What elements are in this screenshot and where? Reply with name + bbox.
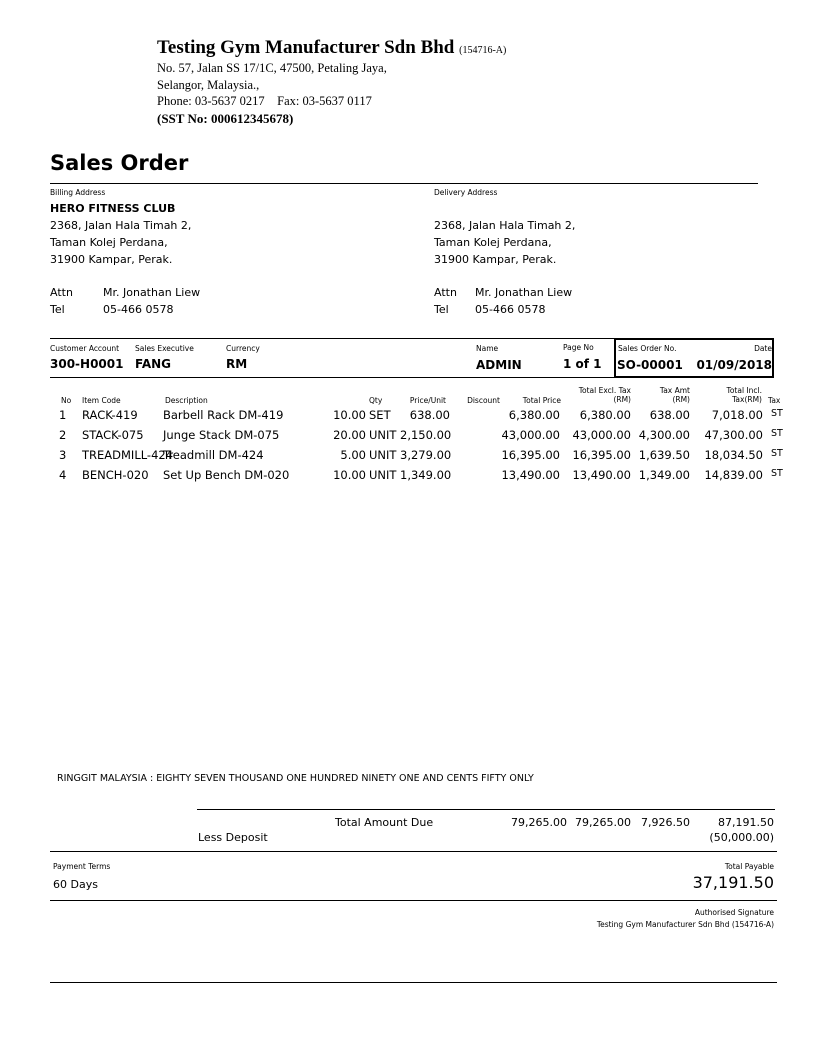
row-price-unit: 638.00 [409,408,450,422]
total-payable-label: Total Payable [724,862,774,871]
row-description: Set Up Bench DM-020 [163,468,290,482]
delivery-line2: Taman Kolej Perdana, [434,236,552,249]
col-incl-tax-header: Total Incl. [726,386,762,395]
currency-label: Currency [226,344,260,353]
row-description: Barbell Rack DM-419 [163,408,284,422]
page-label: Page No [563,343,594,352]
row-item-code: STACK-075 [82,428,144,442]
billing-attn-label: Attn [50,286,73,299]
row-no: 3 [59,448,67,462]
col-total-price-header: Total Price [522,396,561,405]
payment-terms-label: Payment Terms [53,862,111,871]
col-item-code-header: Item Code [82,396,121,405]
row-total-incl-tax: 14,839.00 [704,468,763,482]
less-deposit-label: Less Deposit [198,831,268,844]
company-reg-no: (154716-A) [459,45,507,56]
fax-label: Fax: [277,94,300,108]
phone-value: 03-5637 0217 [194,94,265,108]
less-deposit-value: (50,000.00) [709,831,774,844]
billing-line2: Taman Kolej Perdana, [50,236,168,249]
col-excl-tax-header: Total Excl. Tax [578,386,631,395]
col-no-header: No [61,396,72,405]
col-excl-tax-unit: (RM) [613,395,631,404]
row-no: 4 [59,468,67,482]
row-item-code: TREADMILL-424 [82,448,174,462]
row-total-incl-tax: 7,018.00 [711,408,763,422]
col-incl-tax-unit: Tax(RM) [732,395,762,404]
info-top-rule [50,338,615,339]
row-price-unit: 3,279.00 [400,448,452,462]
phone-label: Phone: [157,94,192,108]
totals-bottom-rule [50,851,777,852]
amount-in-words: RINGGIT MALAYSIA : EIGHTY SEVEN THOUSAND ONE HUNDRED NINETY ONE AND CENTS FIFTY ONLY [57,773,534,784]
delivery-line3: 31900 Kampar, Perak. [434,253,557,266]
total-amount-due-label: Total Amount Due [335,816,434,829]
payment-bottom-rule [50,900,777,901]
row-tax-amt: 4,300.00 [638,428,690,442]
row-price-unit: 1,349.00 [400,468,452,482]
billing-tel: 05-466 0578 [103,303,174,316]
delivery-address-label: Delivery Address [434,188,498,197]
order-no: SO-00001 [617,358,683,372]
col-tax-amt-header: Tax Amt [659,386,690,395]
order-no-label: Sales Order No. [618,344,677,353]
total-payable-value: 37,191.50 [692,873,774,892]
row-qty: 20.00 [333,428,366,442]
row-item-code: RACK-419 [82,408,138,422]
delivery-line1: 2368, Jalan Hala Timah 2, [434,219,576,232]
row-qty: 10.00 [333,468,366,482]
row-tax-code: ST [771,408,783,419]
col-tax-amt-unit: (RM) [672,395,690,404]
col-tax-header: Tax [768,396,781,405]
total-price-sum: 79,265.00 [511,816,567,829]
row-total-incl-tax: 47,300.00 [704,428,763,442]
row-description: Junge Stack DM-075 [163,428,280,442]
customer-account-label: Customer Account [50,344,120,353]
col-qty-header: Qty [369,396,383,405]
total-tax-sum: 7,926.50 [641,816,690,829]
company-name-text: Testing Gym Manufacturer Sdn Bhd [157,37,455,58]
row-no: 1 [59,408,67,422]
row-total-excl-tax: 13,490.00 [572,468,631,482]
row-total-price: 16,395.00 [501,448,560,462]
delivery-attn: Mr. Jonathan Liew [475,286,573,299]
sales-exec-label: Sales Executive [135,344,194,353]
total-excl-tax-sum: 79,265.00 [575,816,631,829]
page-number: 1 of 1 [563,357,602,371]
col-discount-header: Discount [467,396,500,405]
row-tax-code: ST [771,448,783,459]
delivery-attn-label: Attn [434,286,457,299]
row-total-excl-tax: 43,000.00 [572,428,631,442]
row-description: Treadmill DM-424 [163,448,264,462]
row-price-unit: 2,150.00 [400,428,452,442]
title-rule [50,183,758,184]
row-qty: 5.00 [340,448,366,462]
user-name: ADMIN [476,358,522,372]
company-address-line1: No. 57, Jalan SS 17/1C, 47500, Petaling Jaya, [157,61,387,75]
billing-line1: 2368, Jalan Hala Timah 2, [50,219,192,232]
billing-line3: 31900 Kampar, Perak. [50,253,173,266]
billing-address-label: Billing Address [50,188,106,197]
info-bottom-rule [50,377,615,378]
document-title: Sales Order [50,151,189,175]
row-no: 2 [59,428,67,442]
sales-exec: FANG [135,357,171,371]
signature-company: Testing Gym Manufacturer Sdn Bhd (154716-A) [596,920,774,929]
row-tax-amt: 1,639.50 [638,448,690,462]
company-name [157,37,506,59]
col-description-header: Description [165,396,208,405]
company-sst: (SST No: 000612345678) [157,111,294,126]
footer-rule [50,982,777,983]
col-price-unit-header: Price/Unit [409,396,446,405]
row-uom: SET [369,408,391,422]
row-uom: UNIT [369,468,397,482]
row-total-price: 13,490.00 [501,468,560,482]
row-total-excl-tax: 6,380.00 [579,408,631,422]
order-date: 01/09/2018 [696,358,772,372]
company-contact [157,94,372,109]
authorised-signature-label: Authorised Signature [694,908,774,917]
date-label: Date [754,344,772,353]
payment-terms: 60 Days [53,878,98,891]
row-total-price: 43,000.00 [501,428,560,442]
row-tax-amt: 638.00 [649,408,690,422]
billing-attn: Mr. Jonathan Liew [103,286,201,299]
billing-tel-label: Tel [50,303,65,316]
delivery-tel: 05-466 0578 [475,303,546,316]
row-tax-code: ST [771,428,783,439]
total-incl-tax-sum: 87,191.50 [718,816,774,829]
row-total-price: 6,380.00 [508,408,560,422]
row-tax-amt: 1,349.00 [638,468,690,482]
row-item-code: BENCH-020 [82,468,149,482]
delivery-tel-label: Tel [434,303,449,316]
row-uom: UNIT [369,428,397,442]
fax-value: 03-5637 0117 [302,94,372,108]
company-address-line2: Selangor, Malaysia., [157,78,260,92]
name-label: Name [476,344,499,353]
row-total-incl-tax: 18,034.50 [704,448,763,462]
billing-name: HERO FITNESS CLUB [50,202,176,215]
row-total-excl-tax: 16,395.00 [572,448,631,462]
totals-top-rule [197,809,775,810]
row-qty: 10.00 [333,408,366,422]
row-uom: UNIT [369,448,397,462]
currency: RM [226,357,248,371]
row-tax-code: ST [771,468,783,479]
customer-account: 300-H0001 [50,357,124,371]
